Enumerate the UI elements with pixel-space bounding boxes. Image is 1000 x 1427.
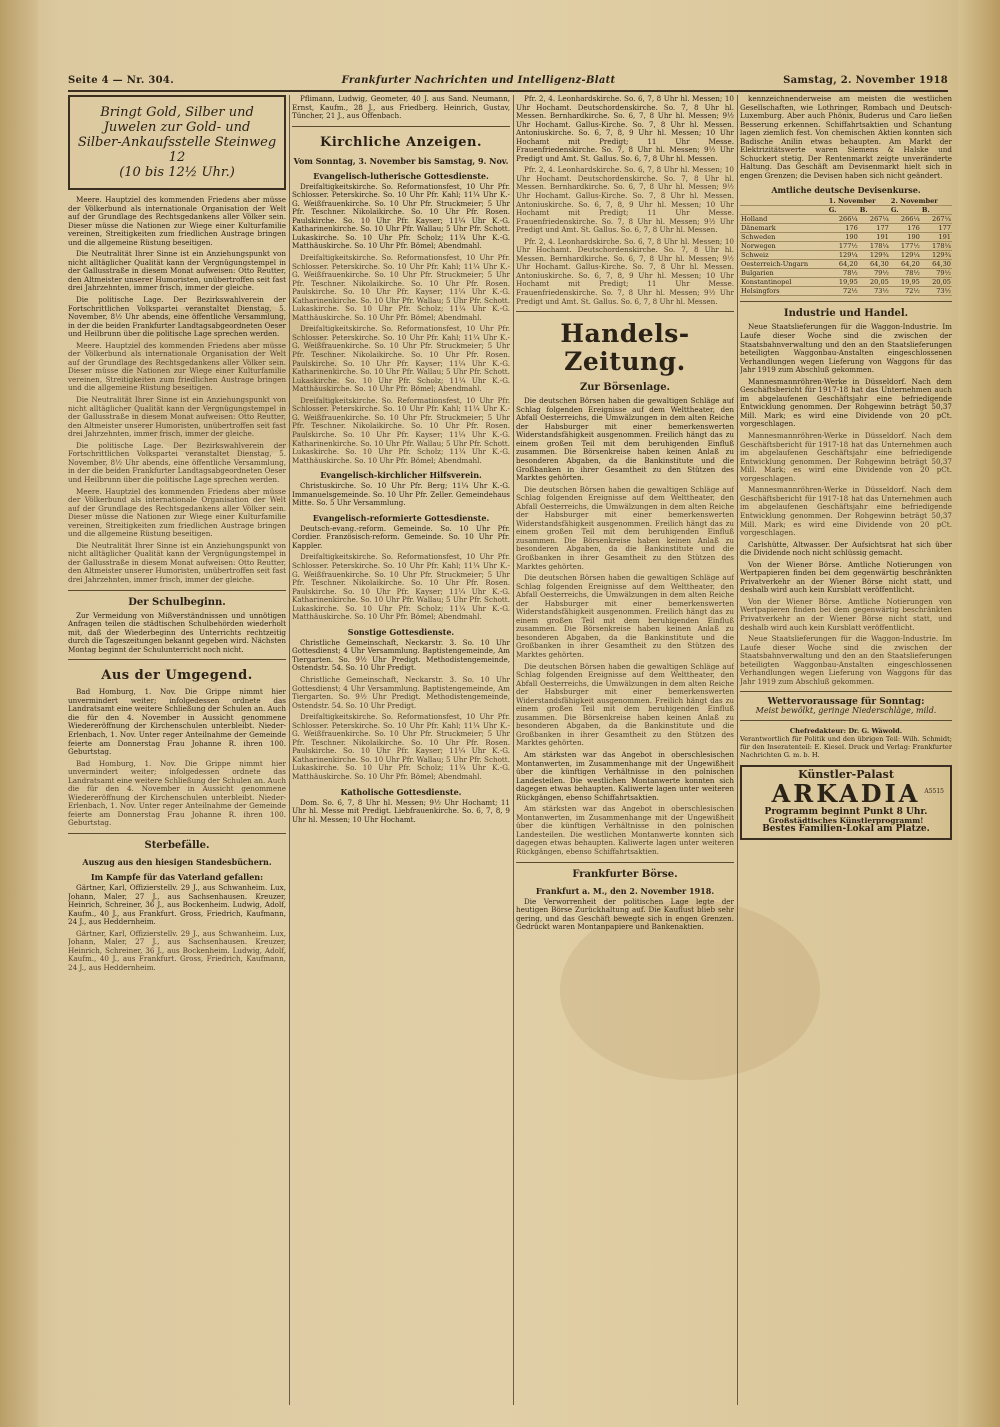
devisen-row	[740, 278, 952, 287]
devisen-table-body	[740, 215, 952, 296]
kirche-text-5: Dom. So. 6, 7, 8 Uhr hl. Messen; 9½ Uhr Hochamt; 11 Uhr hl. Messe mit Predigt. Liebfrauenkirche. So. 6, 7, 8, 9 Uhr hl. Messen; 10 Uhr Hochamt.	[292, 797, 510, 824]
kirche-section-4: Sonstige Gottesdienste.	[347, 626, 455, 637]
arkadia-line-5: Bestes Familien-Lokal am Platze.	[762, 824, 930, 835]
handels-zeitung-heading: Handels-Zeitung.	[560, 319, 690, 377]
kirchliche-subheading: Vom Sonntag, 3. November bis Samstag, 9. Nov.	[293, 155, 509, 166]
devisen-country: Dänemark	[740, 224, 828, 233]
article-reutter-text: Die Neutralität Ihrer Sinne ist ein Anziehungspunkt von nicht alltäglicher Qualität kann der Vergnügungstempel in der Gallusstraße in diesem Monat aufweisen: Otto Reutter, den Altmeister unserer Humoristen, unübertroffen seit fast drei Jahrzehnten, immer frisch, immer der gleiche.	[68, 249, 286, 293]
devisen-rate: 176	[828, 224, 859, 233]
devisen-country: Bulgarien	[740, 269, 828, 278]
boersenlage-text-1: Die deutschen Börsen haben die gewaltigen Schläge auf Schlag folgenden Ereignisse auf dem Welttheater, den Abfall Oesterreichs, die Umwälzungen in dem alten Reiche der Habsburger mit einer bemerkenswerten Widerstandsfähigkeit ausgenommen. Freilich hängt das zu einem großen Teil mit dem beruhigenden Einfluß zusammen. Die Börsenkreise haben keinen Anlaß zu besonderen Abgaben, da die Bankinstitute und die Großbanken in ihrer Gesamtheit zu den Stützen des Marktes gehörten.	[516, 396, 734, 483]
frankfurter-boerse-text: Die Verworrenheit der politischen Lage legte der heutigen Börse Zurückhaltung auf. Die Kauflust blieb sehr gering, und das Geschäft bewegte sich in engen Grenzen. Gedrückt waren Montanpapiere und Bankenaktien.	[516, 896, 734, 932]
industrie-text-2: Mannesmannröhren-Werke in Düsseldorf. Nach dem Geschäftsbericht für 1917-18 hat das Unternehmen auch im abgelaufenen Geschäftsjahr eine befriedigende Entwicklung genommen. Der Rohgewinn beträgt 50,37 Mill. Mark; es wird eine Dividende von 20 pCt. vorgeschlagen.	[740, 485, 952, 538]
header-masthead: Frankfurter Nachrichten und Intelligenz-Blatt	[341, 74, 616, 86]
devisen-rate: 191	[859, 233, 890, 242]
devisen-rate: 19,95	[890, 278, 921, 287]
gold-ad-line-1: Bringt Gold, Silber und	[100, 105, 254, 120]
devisen-header-cell: 1. November	[828, 197, 890, 206]
devisen-subheader-row	[740, 206, 952, 215]
boersenlage-text-1: Die deutschen Börsen haben die gewaltigen Schläge auf Schlag folgenden Ereignisse auf dem Welttheater, den Abfall Oesterreichs, die Umwälzungen in dem alten Reiche der Habsburger mit einer bemerkenswerten Widerstandsfähigkeit ausgenommen. Freilich hängt das zu einem großen Teil mit dem beruhigenden Einfluß zusammen. Die Börsenkreise haben keinen Anlaß zu besonderen Abgaben, da die Bankinstitute und die Großbanken in ihrer Gesamtheit zu den Stützen des Marktes gehörten.	[516, 573, 734, 659]
column-divider	[289, 95, 290, 1405]
devisen-rate: 266¼	[890, 215, 921, 224]
gold-ad-line-4: (10 bis 12½ Uhr.)	[119, 165, 235, 180]
sterbefaelle-text: Gärtner, Karl, Offizierstellv. 29 J., aus Schwanheim. Lux, Johann, Maler, 27 J., aus Sachsenhausen. Kreuzer, Heinrich, Schreiner, 36 J., aus Bockenheim. Ludwig, Adolf, Kaufm., 40 J., aus Frankfurt. Gross, Friedrich, Kaufmann, 24 J., aus Heddernheim.	[68, 928, 286, 972]
devisen-rate: 129¼	[828, 251, 859, 260]
boersenlage-text-2: Am stärksten war das Angebot in oberschlesischen Montanwerten, im Zusammenhange mit der Ungewißheit über die künftigen Verhältnisse in den polnischen Landesteilen. Die westlichen Montanwerte konnten sich dagegen etwas behaupten. Kaliwerte lagen unter weiteren Rückgängen, ebenso Schiffahrtsaktien.	[516, 804, 734, 857]
section-separator	[516, 311, 734, 312]
article-politics-text: Die politische Lage. Der Bezirkswahlverein der Fortschrittlichen Volkspartei veranstaltet Dienstag, 5. November, 8½ Uhr abends, eine öffentliche Versammlung, in der die beiden Frankfurter Landtagsabgeordneten Oeser und Heilbrunn über die politische Lage sprechen werden.	[68, 440, 286, 484]
umgegend-text: Bad Homburg, 1. Nov. Die Grippe nimmt hier unvermindert weiter; infolgedessen ordnete das Landratsamt eine weitere Schließung der Schulen an. Auch die für den 4. November in Aussicht genommene Wiedereröffnung der Kirchenschulen unterbleibt. Nieder-Erlenbach, 1. Nov. Unter reger Anteilnahme der Gemeinde feierte am Donnerstag Frau Johanne R. ihren 100. Geburtstag.	[68, 687, 286, 757]
devisen-row	[740, 269, 952, 278]
devisen-subheader-cell: B.	[859, 206, 890, 215]
arkadia-code: A5515	[924, 787, 944, 795]
column-divider	[513, 95, 514, 1405]
section-separator	[740, 691, 952, 692]
kirche-text-1: Dreifaltigkeitskirche. So. Reformationsfest, 10 Uhr Pfr. Schlosser. Peterskirche. So. 10 Uhr Pfr. Kahl; 11¼ Uhr K.-G. Weißfrauenkirche. So. 10 Uhr Pfr. Struckmeier; 5 Uhr Pfr. Teschner. Nikolaikirche. So. 10 Uhr Pfr. Rosen. Paulskirche. So. 10 Uhr Pfr. Kayser; 11¼ Uhr K.-G. Katharinenkirche. So. 10 Uhr Pfr. Wallau; 5 Uhr Pfr. Schott. Lukaskirche. So. 10 Uhr Pfr. Scholz; 11¼ Uhr K.-G. Matthäuskirche. So. 10 Uhr Pfr. Bömel; Abendmahl.	[292, 395, 510, 465]
arkadia-line-3: Programm beginnt Punkt 8 Uhr.	[764, 806, 928, 817]
devisen-rate: 178¼	[859, 242, 890, 251]
arkadia-line-4: Großstädtisches Künstlerprogramm!	[768, 815, 924, 825]
devisen-rate: 72½	[828, 287, 859, 296]
header-rule	[68, 90, 948, 92]
column-4	[740, 95, 952, 1405]
article-politics-text: Die Neutralität Ihrer Sinne ist ein Anziehungspunkt von nicht alltäglicher Qualität kann der Vergnügungstempel in der Gallusstraße in diesem Monat aufweisen: Otto Reutter, den Altmeister unserer Humoristen, unübertroffen seit fast drei Jahrzehnten, immer frisch, immer der gleiche.	[68, 395, 286, 439]
devisen-rate: 72½	[890, 287, 921, 296]
kirche-section-1: Evangelisch-lutherische Gottesdienste.	[313, 170, 489, 181]
kirche-text-1: Dreifaltigkeitskirche. So. Reformationsfest, 10 Uhr Pfr. Schlosser. Peterskirche. So. 10 Uhr Pfr. Kahl; 11¼ Uhr K.-G. Weißfrauenkirche. So. 10 Uhr Pfr. Struckmeier; 5 Uhr Pfr. Teschner. Nikolaikirche. So. 10 Uhr Pfr. Rosen. Paulskirche. So. 10 Uhr Pfr. Kayser; 11¼ Uhr K.-G. Katharinenkirche. So. 10 Uhr Pfr. Wallau; 5 Uhr Pfr. Schott. Lukaskirche. So. 10 Uhr Pfr. Scholz; 11¼ Uhr K.-G. Matthäuskirche. So. 10 Uhr Pfr. Bömel; Abendmahl.	[292, 253, 510, 322]
devisen-rate: 78½	[828, 269, 859, 278]
section-separator	[68, 659, 286, 660]
sterbefaelle-text: Gärtner, Karl, Offizierstellv. 29 J., aus Schwanheim. Lux, Johann, Maler, 27 J., aus Sachsenhausen. Kreuzer, Heinrich, Schreiner, 36 J., aus Bockenheim. Ludwig, Adolf, Kaufm., 40 J., aus Frankfurt. Gross, Friedrich, Kaufmann, 24 J., aus Heddernheim.	[68, 883, 286, 927]
devisen-rate: 177	[859, 224, 890, 233]
sterbefaelle-heading: Sterbefälle.	[144, 840, 210, 851]
devisen-subheader-cell: G.	[828, 206, 859, 215]
kirchliche-heading: Kirchliche Anzeigen.	[320, 134, 482, 150]
devisen-rate: 79½	[859, 269, 890, 278]
devisen-rate: 129¾	[921, 251, 952, 260]
arkadia-name: ARKADIA	[771, 778, 921, 808]
devisen-rate: 19,95	[828, 278, 859, 287]
schulbeginn-heading: Der Schulbeginn.	[128, 596, 226, 608]
col3-top-text: Pfr. 2, 4. Leonhardskirche. So. 6, 7, 8 Uhr hl. Messen; 10 Uhr Hochamt. Deutschordenskirche. So. 7, 8 Uhr hl. Messen. Bernhardkirche. So. 6, 7, 8 Uhr hl. Messen; 9½ Uhr Hochamt. Gallus-Kirche. So. 7, 8 Uhr hl. Messen. Antoniuskirche. So. 6, 7, 8, 9 Uhr hl. Messen; 10 Uhr Hochamt mit Predigt; 11 Uhr Messe. Frauenfriedenskirche. So. 7, 8 Uhr hl. Messen; 9½ Uhr Predigt und Amt. St. Gallus. So. 6, 7, 8 Uhr hl. Messen.	[516, 165, 734, 235]
boersenlage-text-1: Die deutschen Börsen haben die gewaltigen Schläge auf Schlag folgenden Ereignisse auf dem Welttheater, den Abfall Oesterreichs, die Umwälzungen in dem alten Reiche der Habsburger mit einer bemerkenswerten Widerstandsfähigkeit ausgenommen. Freilich hängt das zu einem großen Teil mit dem beruhigenden Einfluß zusammen. Die Börsenkreise haben keinen Anlaß zu besonderen Abgaben, da die Bankinstitute und die Großbanken in ihrer Gesamtheit zu den Stützen des Marktes gehörten.	[516, 661, 734, 748]
devisen-rate: 64,20	[890, 260, 921, 269]
section-separator	[68, 590, 286, 591]
devisen-heading: Amtliche deutsche Devisenkurse.	[771, 185, 921, 196]
devisen-rate: 190	[890, 233, 921, 242]
gold-ad-line-2: Juwelen zur Gold- und	[103, 120, 251, 135]
column-3	[516, 95, 734, 1405]
devisen-row	[740, 251, 952, 260]
wetter-heading: Wettervoraussage für Sonntag:	[767, 697, 925, 708]
col3-top-text: Pfr. 2, 4. Leonhardskirche. So. 6, 7, 8 Uhr hl. Messen; 10 Uhr Hochamt. Deutschordenskirche. So. 7, 8 Uhr hl. Messen. Bernhardkirche. So. 6, 7, 8 Uhr hl. Messen; 9½ Uhr Hochamt. Gallus-Kirche. So. 7, 8 Uhr hl. Messen. Antoniuskirche. So. 6, 7, 8, 9 Uhr hl. Messen; 10 Uhr Hochamt mit Predigt; 11 Uhr Messe. Frauenfriedenskirche. So. 7, 8 Uhr hl. Messen; 9½ Uhr Predigt und Amt. St. Gallus. So. 6, 7, 8 Uhr hl. Messen.	[516, 95, 734, 163]
industrie-heading: Industrie und Handel.	[783, 308, 909, 320]
devisen-table	[740, 197, 952, 296]
devisen-rate: 177½	[828, 242, 859, 251]
devisen-row	[740, 233, 952, 242]
gold-ad-box	[68, 95, 286, 190]
column-divider	[737, 95, 738, 1405]
kirche-text-4: Dreifaltigkeitskirche. So. Reformationsfest, 10 Uhr Pfr. Schlosser. Peterskirche. So. 10 Uhr Pfr. Kahl; 11¼ Uhr K.-G. Weißfrauenkirche. So. 10 Uhr Pfr. Struckmeier; 5 Uhr Pfr. Teschner. Nikolaikirche. So. 10 Uhr Pfr. Rosen. Paulskirche. So. 10 Uhr Pfr. Kayser; 11¼ Uhr K.-G. Katharinenkirche. So. 10 Uhr Pfr. Wallau; 5 Uhr Pfr. Schott. Lukaskirche. So. 10 Uhr Pfr. Scholz; 11¼ Uhr K.-G. Matthäuskirche. So. 10 Uhr Pfr. Bömel; Abendmahl.	[292, 712, 510, 781]
boersenlage-text-2: Am stärksten war das Angebot in oberschlesischen Montanwerten, im Zusammenhange mit der Ungewißheit über die künftigen Verhältnisse in den polnischen Landesteilen. Die westlichen Montanwerte konnten sich dagegen etwas behaupten. Kaliwerte lagen unter weiteren Rückgängen, ebenso Schiffahrtsaktien.	[516, 750, 734, 802]
page-edge-left	[0, 0, 38, 1427]
devisen-header-cell	[740, 197, 828, 206]
industrie-text-4: Neue Staatslieferungen für die Waggon-Industrie. Im Laufe dieser Woche sind die zwischen der Staatsbahnverwaltung und den an den Staatslieferungen beteiligten Waggonbau-Anstalten eingeschlossenen Verhandlungen wegen Lieferung von Waggons für das Jahr 1919 zum Abschluß gekommen.	[740, 634, 952, 686]
devisen-rate: 64,20	[828, 260, 859, 269]
devisen-subheader-cell: G.	[890, 206, 921, 215]
kirche-text-2: Christuskirche. So. 10 Uhr Pfr. Berg; 11¼ Uhr K.-G. Immanuelsgemeinde. So. 10 Uhr Pfr. Zeller. Gemeindehaus Mitte. So. 5 Uhr Versammlung.	[292, 481, 510, 508]
devisen-row	[740, 287, 952, 296]
devisen-row	[740, 260, 952, 269]
section-separator	[740, 720, 952, 721]
devisen-subheader-cell	[740, 206, 828, 215]
devisen-country: Schweden	[740, 233, 828, 242]
imprint-editor: Chefredakteur: Dr. G. Wäwold.	[789, 727, 903, 736]
devisen-subheader-cell: B.	[921, 206, 952, 215]
kirche-text-4: Christliche Gemeinschaft, Neckarstr. 3. So. 10 Uhr Gottesdienst; 4 Uhr Versammlung. Baptistengemeinde, Am Tiergarten. So. 9½ Uhr Predigt. Methodistengemeinde, Ostendstr. 54. So. 10 Uhr Predigt.	[292, 637, 510, 673]
page-edge-right	[958, 0, 1000, 1427]
devisen-country: Helsingfors	[740, 287, 828, 296]
section-separator	[68, 833, 286, 834]
devisen-rate: 20,05	[921, 278, 952, 287]
umgegend-heading: Aus der Umgegend.	[101, 668, 253, 684]
article-politics-text: Die politische Lage. Der Bezirkswahlverein der Fortschrittlichen Volkspartei veranstaltet Dienstag, 5. November, 8½ Uhr abends, eine öffentliche Versammlung, in der die beiden Frankfurter Landtagsabgeordneten Oeser und Heilbrunn über die politische Lage sprechen werden.	[68, 295, 286, 339]
kirche-section-3: Evangelisch-reformierte Gottesdienste.	[312, 512, 490, 523]
kirche-text-1: Dreifaltigkeitskirche. So. Reformationsfest, 10 Uhr Pfr. Schlosser. Peterskirche. So. 10 Uhr Pfr. Kahl; 11¼ Uhr K.-G. Weißfrauenkirche. So. 10 Uhr Pfr. Struckmeier; 5 Uhr Pfr. Teschner. Nikolaikirche. So. 10 Uhr Pfr. Rosen. Paulskirche. So. 10 Uhr Pfr. Kayser; 11¼ Uhr K.-G. Katharinenkirche. So. 10 Uhr Pfr. Wallau; 5 Uhr Pfr. Schott. Lukaskirche. So. 10 Uhr Pfr. Scholz; 11¼ Uhr K.-G. Matthäuskirche. So. 10 Uhr Pfr. Bömel; Abendmahl.	[292, 181, 510, 251]
industrie-text-3: Carlshütte, Altwasser. Der Aufsichtsrat hat sich über die Dividende noch nicht schlüssig gemacht.	[740, 539, 952, 558]
article-peace-text: Meere. Hauptziel des kommenden Friedens aber müsse der Völkerbund als internationale Organisation der Welt auf der Grundlage des Rechtsgedankens aller Völker sein. Dieser müsse die Nationen zur Wiege einer Kulturfamilie vereinen, Streitigkeiten zum friedlichen Austrage bringen und die allgemeine Rüstung beseitigen.	[68, 195, 286, 247]
devisen-rate: 177	[921, 224, 952, 233]
devisen-rate: 177½	[890, 242, 921, 251]
devisen-rate: 267¼	[921, 215, 952, 224]
article-politics-text: Meere. Hauptziel des kommenden Friedens aber müsse der Völkerbund als internationale Organisation der Welt auf der Grundlage des Rechtsgedankens aller Völker sein. Dieser müsse die Nationen zur Wiege einer Kulturfamilie vereinen, Streitigkeiten zum friedlichen Austrage bringen und die allgemeine Rüstung beseitigen.	[68, 340, 286, 393]
devisen-rate: 73½	[859, 287, 890, 296]
industrie-text-4: Von der Wiener Börse. Amtliche Notierungen von Wertpapieren finden bei dem gegenwärtig beschränkten Privatverkehr an der Wiener Börse nicht statt, und deshalb wird auch kein Kursblatt veröffentlicht.	[740, 596, 952, 632]
devisen-rate: 64,30	[921, 260, 952, 269]
header-date: Samstag, 2. November 1918	[783, 74, 948, 86]
devisen-row	[740, 215, 952, 224]
industrie-text-2: Mannesmannröhren-Werke in Düsseldorf. Nach dem Geschäftsbericht für 1917-18 hat das Unternehmen auch im abgelaufenen Geschäftsjahr eine befriedigende Entwicklung genommen. Der Rohgewinn beträgt 50,37 Mill. Mark; es wird eine Dividende von 20 pCt. vorgeschlagen.	[740, 431, 952, 483]
section-separator	[292, 126, 510, 127]
section-separator	[516, 862, 734, 863]
industrie-text-2: Mannesmannröhren-Werke in Düsseldorf. Nach dem Geschäftsbericht für 1917-18 hat das Unternehmen auch im abgelaufenen Geschäftsjahr eine befriedigende Entwicklung genommen. Der Rohgewinn beträgt 50,37 Mill. Mark; es wird eine Dividende von 20 pCt. vorgeschlagen.	[740, 376, 952, 429]
devisen-rate: 20,05	[859, 278, 890, 287]
devisen-rate: 190	[828, 233, 859, 242]
kirche-text-3: Dreifaltigkeitskirche. So. Reformationsfest, 10 Uhr Pfr. Schlosser. Peterskirche. So. 10 Uhr Pfr. Kahl; 11¼ Uhr K.-G. Weißfrauenkirche. So. 10 Uhr Pfr. Struckmeier; 5 Uhr Pfr. Teschner. Nikolaikirche. So. 10 Uhr Pfr. Rosen. Paulskirche. So. 10 Uhr Pfr. Kayser; 11¼ Uhr K.-G. Katharinenkirche. So. 10 Uhr Pfr. Wallau; 5 Uhr Pfr. Schott. Lukaskirche. So. 10 Uhr Pfr. Scholz; 11¼ Uhr K.-G. Matthäuskirche. So. 10 Uhr Pfr. Bömel; Abendmahl.	[292, 552, 510, 622]
kirche-text-1: Dreifaltigkeitskirche. So. Reformationsfest, 10 Uhr Pfr. Schlosser. Peterskirche. So. 10 Uhr Pfr. Kahl; 11¼ Uhr K.-G. Weißfrauenkirche. So. 10 Uhr Pfr. Struckmeier; 5 Uhr Pfr. Teschner. Nikolaikirche. So. 10 Uhr Pfr. Rosen. Paulskirche. So. 10 Uhr Pfr. Kayser; 11¼ Uhr K.-G. Katharinenkirche. So. 10 Uhr Pfr. Wallau; 5 Uhr Pfr. Schott. Lukaskirche. So. 10 Uhr Pfr. Scholz; 11¼ Uhr K.-G. Matthäuskirche. So. 10 Uhr Pfr. Bömel; Abendmahl.	[292, 324, 510, 394]
boersenlage-heading: Zur Börsenlage.	[579, 382, 671, 394]
kirche-section-5: Katholische Gottesdienste.	[340, 786, 462, 797]
devisen-row	[740, 224, 952, 233]
devisen-rate: 176	[890, 224, 921, 233]
devisen-rate: 191	[921, 233, 952, 242]
frankfurter-boerse-heading: Frankfurter Börse.	[572, 868, 678, 880]
col2-top-text: Pflimann, Ludwig, Geometer, 40 J. aus Sand. Neumann, Ernst, Kaufm., 28 J., aus Friedberg. Heinrich, Gustav, Tüncher, 21 J., aus Offenbach.	[292, 95, 510, 121]
sterbefaelle-subheading-2: Im Kampfe für das Vaterland gefallen:	[90, 872, 264, 882]
schulbeginn-text: Zur Vermeidung von Mißverständnissen und unnötigen Anfragen teilen die städtischen Schulbehörden wiederholt mit, daß der Wiederbeginn des Unterrichts rechtzeitig durch die Tageszeitungen bekannt gegeben wird. Nächsten Montag beginnt der Schulunterricht noch nicht.	[68, 610, 286, 654]
devisen-rate: 78½	[890, 269, 921, 278]
kirche-text-4: Christliche Gemeinschaft, Neckarstr. 3. So. 10 Uhr Gottesdienst; 4 Uhr Versammlung. Baptistengemeinde, Am Tiergarten. So. 9½ Uhr Predigt. Methodistengemeinde, Ostendstr. 54. So. 10 Uhr Predigt.	[292, 674, 510, 710]
col3-top-text: Pfr. 2, 4. Leonhardskirche. So. 6, 7, 8 Uhr hl. Messen; 10 Uhr Hochamt. Deutschordenskirche. So. 7, 8 Uhr hl. Messen. Bernhardkirche. So. 6, 7, 8 Uhr hl. Messen; 9½ Uhr Hochamt. Gallus-Kirche. So. 7, 8 Uhr hl. Messen. Antoniuskirche. So. 6, 7, 8, 9 Uhr hl. Messen; 10 Uhr Hochamt mit Predigt; 11 Uhr Messe. Frauenfriedenskirche. So. 7, 8 Uhr hl. Messen; 9½ Uhr Predigt und Amt. St. Gallus. So. 6, 7, 8 Uhr hl. Messen.	[516, 236, 734, 306]
devisen-header-cell: 2. November	[890, 197, 952, 206]
col4-top-text: kennzeichnenderweise am meisten die westlichen Gesellschaften, wie Lothringer, Rombach und Deutsch-Luxemburg. Aber auch Phönix, Buderus und Caro ließen Besserung erkennen. Schiffahrtsaktien und Schantung lagen ziemlich fest. Von chemischen Aktien konnten sich Badische Anilin etwas behaupten. Am Markt der Elektrizitätswerte waren Siemens & Halske und Schuckert stetig. Der Rentenmarkt zeigte unveränderte Haltung. Das Geschäft am Devisenmarkt hielt sich in engen Grenzen; die Devisen haben sich nicht geändert.	[740, 95, 952, 180]
kirche-section-2: Evangelisch-kirchlicher Hilfsverein.	[320, 470, 482, 481]
devisen-country: Holland	[740, 215, 828, 224]
devisen-rate: 129¼	[890, 251, 921, 260]
gold-ad-line-3: Silber-Ankaufsstelle Steinweg 12	[77, 135, 277, 165]
article-politics-text: Meere. Hauptziel des kommenden Friedens aber müsse der Völkerbund als internationale Organisation der Welt auf der Grundlage des Rechtsgedankens aller Völker sein. Dieser müsse die Nationen zur Wiege einer Kulturfamilie vereinen, Streitigkeiten zum friedlichen Austrage bringen und die allgemeine Rüstung beseitigen.	[68, 486, 286, 539]
devisen-rate: 267¼	[859, 215, 890, 224]
sterbefaelle-subheading: Auszug aus den hiesigen Standesbüchern.	[82, 857, 272, 867]
devisen-country: Konstantinopel	[740, 278, 828, 287]
industrie-text-1: Neue Staatslieferungen für die Waggon-Industrie. Im Laufe dieser Woche sind die zwischen der Staatsbahnverwaltung und den an den Staatslieferungen beteiligten Waggonbau-Anstalten eingeschlossenen Verhandlungen wegen Lieferung von Waggons für das Jahr 1919 zum Abschluß gekommen.	[740, 322, 952, 375]
devisen-rate: 178¼	[921, 242, 952, 251]
devisen-rate: 129¾	[859, 251, 890, 260]
page-header	[68, 72, 948, 88]
column-2	[292, 95, 510, 1405]
article-politics-text: Die Neutralität Ihrer Sinne ist ein Anziehungspunkt von nicht alltäglicher Qualität kann der Vergnügungstempel in der Gallusstraße in diesem Monat aufweisen: Otto Reutter, den Altmeister unserer Humoristen, unübertroffen seit fast drei Jahrzehnten, immer frisch, immer der gleiche.	[68, 540, 286, 584]
devisen-country: Oesterreich-Ungarn	[740, 260, 828, 269]
wetter-text: Meist bewölkt, geringe Niederschläge, mild.	[755, 705, 937, 715]
imprint-text: Verantwortlich für Politik und den übrigen Teil: Wilh. Schmidt; für den Inseratenteil: E. Kiesel. Druck und Verlag: Frankfurter Nachrichten G. m. b. H.	[740, 735, 952, 760]
arkadia-line-1: Künstler-Palast	[798, 768, 894, 782]
column-1	[68, 95, 286, 1405]
frankfurter-boerse-date: Frankfurt a. M., den 2. November 1918.	[535, 885, 715, 896]
devisen-rate: 266¼	[828, 215, 859, 224]
imprint	[740, 727, 952, 759]
boersenlage-text-1: Die deutschen Börsen haben die gewaltigen Schläge auf Schlag folgenden Ereignisse auf dem Welttheater, den Abfall Oesterreichs, die Umwälzungen in dem alten Reiche der Habsburger mit einer bemerkenswerten Widerstandsfähigkeit ausgenommen. Freilich hängt das zu einem großen Teil mit dem beruhigenden Einfluß zusammen. Die Börsenkreise haben keinen Anlaß zu besonderen Abgaben, da die Bankinstitute und die Großbanken in ihrer Gesamtheit zu den Stützen des Marktes gehörten.	[516, 484, 734, 571]
devisen-country: Norwegen	[740, 242, 828, 251]
devisen-rate: 64,30	[859, 260, 890, 269]
devisen-header-row	[740, 197, 952, 206]
header-page-number: Seite 4 — Nr. 304.	[68, 74, 174, 86]
devisen-row	[740, 242, 952, 251]
section-separator	[740, 301, 952, 302]
kirche-text-3: Deutsch-evang.-reform. Gemeinde. So. 10 Uhr Pfr. Cordier. Französisch-reform. Gemeinde. So. 10 Uhr Pfr. Kappler.	[292, 523, 510, 550]
devisen-rate: 79½	[921, 269, 952, 278]
industrie-text-4: Von der Wiener Börse. Amtliche Notierungen von Wertpapieren finden bei dem gegenwärtig beschränkten Privatverkehr an der Wiener Börse nicht statt, und deshalb wird auch kein Kursblatt veröffentlicht.	[740, 559, 952, 595]
devisen-rate: 73½	[921, 287, 952, 296]
umgegend-text: Bad Homburg, 1. Nov. Die Grippe nimmt hier unvermindert weiter; infolgedessen ordnete das Landratsamt eine weitere Schließung der Schulen an. Auch die für den 4. November in Aussicht genommene Wiedereröffnung der Kirchenschulen unterbleibt. Nieder-Erlenbach, 1. Nov. Unter reger Anteilnahme der Gemeinde feierte am Donnerstag Frau Johanne R. ihren 100. Geburtstag.	[68, 758, 286, 828]
devisen-country: Schweiz	[740, 251, 828, 260]
arkadia-ad	[740, 765, 952, 839]
